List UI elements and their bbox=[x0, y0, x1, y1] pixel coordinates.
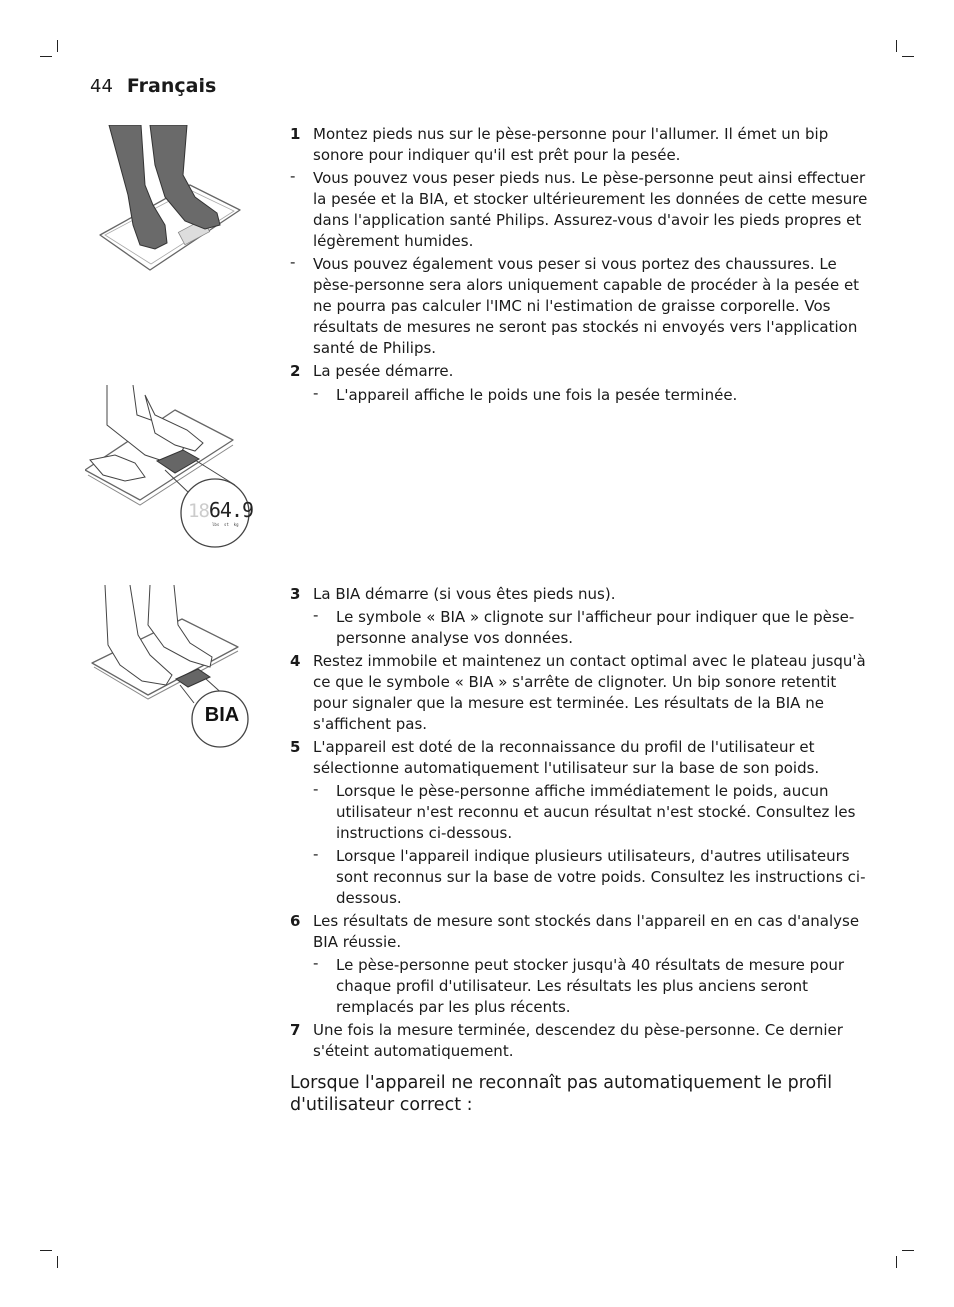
display-digits: 64.9 bbox=[208, 498, 254, 522]
step-number: 3 bbox=[290, 585, 301, 603]
dash-bullet: - bbox=[313, 845, 319, 863]
note-barefoot bbox=[290, 168, 870, 252]
step-text: L'appareil est doté de la reconnaissance du profil de l'utilisateur et sélectionne automatiquement l'utilisateur sur la base de son poids. bbox=[313, 738, 820, 777]
illustration-step-on-scale bbox=[95, 125, 245, 275]
crop-mark bbox=[57, 1256, 58, 1268]
weight-display bbox=[188, 498, 254, 544]
step-4 bbox=[290, 651, 870, 735]
note-text: Vous pouvez également vous peser si vous portez des chaussures. Le pèse-personne sera alors uniquement capable de procéder à la pesée et ne pourra pas calculer l'IMC ni l'estimation de graisse corporelle. Vos résultats de mesures ne seront pas stockés ni envoyés vers l'application santé de Philips. bbox=[313, 255, 860, 357]
step-text: Une fois la mesure terminée, descendez du pèse-personne. Ce dernier s'éteint automatiquement. bbox=[313, 1021, 843, 1060]
dash-bullet: - bbox=[313, 780, 319, 798]
sub-note bbox=[290, 385, 870, 406]
sub-note-text: L'appareil affiche le poids une fois la pesée terminée. bbox=[336, 386, 738, 404]
step-number: 4 bbox=[290, 652, 301, 670]
display-faded-digits: 18 bbox=[188, 500, 209, 522]
sub-note-text: Le symbole « BIA » clignote sur l'afficheur pour indiquer que le pèse-personne analyse vos données. bbox=[336, 608, 855, 647]
crop-mark bbox=[57, 40, 58, 52]
display-units: lbs st kg bbox=[212, 522, 239, 527]
instructions-block-1 bbox=[290, 124, 870, 408]
crop-mark bbox=[896, 40, 897, 52]
step-5 bbox=[290, 737, 870, 779]
step-7 bbox=[290, 1020, 870, 1062]
sub-note-text: Lorsque l'appareil indique plusieurs utilisateurs, d'autres utilisateurs sont reconnus sur la base de votre poids. Consultez les instructions ci-dessous. bbox=[336, 847, 866, 907]
step-text: La pesée démarre. bbox=[313, 362, 454, 380]
crop-mark bbox=[40, 56, 52, 57]
step-text: Montez pieds nus sur le pèse-personne pour l'allumer. Il émet un bip sonore pour indiquer qu'il est prêt pour la pesée. bbox=[313, 125, 829, 164]
crop-mark bbox=[902, 56, 914, 57]
step-text: Restez immobile et maintenez un contact optimal avec le plateau jusqu'à ce que le symbole « BIA » s'arrête de clignoter. Un bip sonore retentit pour signaler que la mesure est terminée. Les résultats de la BIA ne s'affichent pas. bbox=[313, 652, 866, 733]
dash-bullet: - bbox=[313, 606, 319, 624]
step-6 bbox=[290, 911, 870, 953]
step-3 bbox=[290, 584, 870, 605]
step-2 bbox=[290, 361, 870, 382]
dash-bullet: - bbox=[313, 954, 319, 972]
step-1 bbox=[290, 124, 870, 166]
bia-badge: BIA bbox=[204, 704, 240, 726]
page-header bbox=[90, 75, 216, 99]
page-number: 44 bbox=[90, 76, 113, 97]
step-text: Les résultats de mesure sont stockés dans l'appareil en en cas d'analyse BIA réussie. bbox=[313, 912, 860, 951]
dash-bullet: - bbox=[290, 167, 296, 185]
sub-note-text: Lorsque le pèse-personne affiche immédiatement le poids, aucun utilisateur n'est reconnu et aucun résultat n'est stocké. Consultez les instructions ci-dessous. bbox=[336, 782, 856, 842]
crop-mark bbox=[902, 1250, 914, 1251]
sub-note bbox=[290, 846, 870, 909]
dash-bullet: - bbox=[290, 253, 296, 271]
step-text: La BIA démarre (si vous êtes pieds nus). bbox=[313, 585, 616, 603]
sub-note bbox=[290, 955, 870, 1018]
crop-mark bbox=[40, 1250, 52, 1251]
step-number: 2 bbox=[290, 362, 301, 380]
sub-note bbox=[290, 781, 870, 844]
step-number: 6 bbox=[290, 912, 301, 930]
note-text: Vous pouvez vous peser pieds nus. Le pèse-personne peut ainsi effectuer la pesée et la BIA, et stocker ultérieurement les données de cette mesure dans l'application santé Philips. Assurez-vous d'avoir les pieds propres et légèrement humides. bbox=[313, 169, 868, 250]
step-number: 5 bbox=[290, 738, 301, 756]
crop-mark bbox=[896, 1256, 897, 1268]
dash-bullet: - bbox=[313, 384, 319, 402]
instructions-block-2 bbox=[290, 584, 870, 1116]
note-shoes bbox=[290, 254, 870, 359]
step-number: 1 bbox=[290, 125, 301, 143]
section-title: Français bbox=[126, 75, 217, 97]
sub-note-text: Le pèse-personne peut stocker jusqu'à 40 résultats de mesure pour chaque profil d'utilisateur. Les résultats les plus anciens seront remplacés par les plus récents. bbox=[336, 956, 844, 1016]
subheading: Lorsque l'appareil ne reconnaît pas automatiquement le profil d'utilisateur correct : bbox=[290, 1073, 833, 1115]
step-number: 7 bbox=[290, 1021, 301, 1039]
sub-note bbox=[290, 607, 870, 649]
